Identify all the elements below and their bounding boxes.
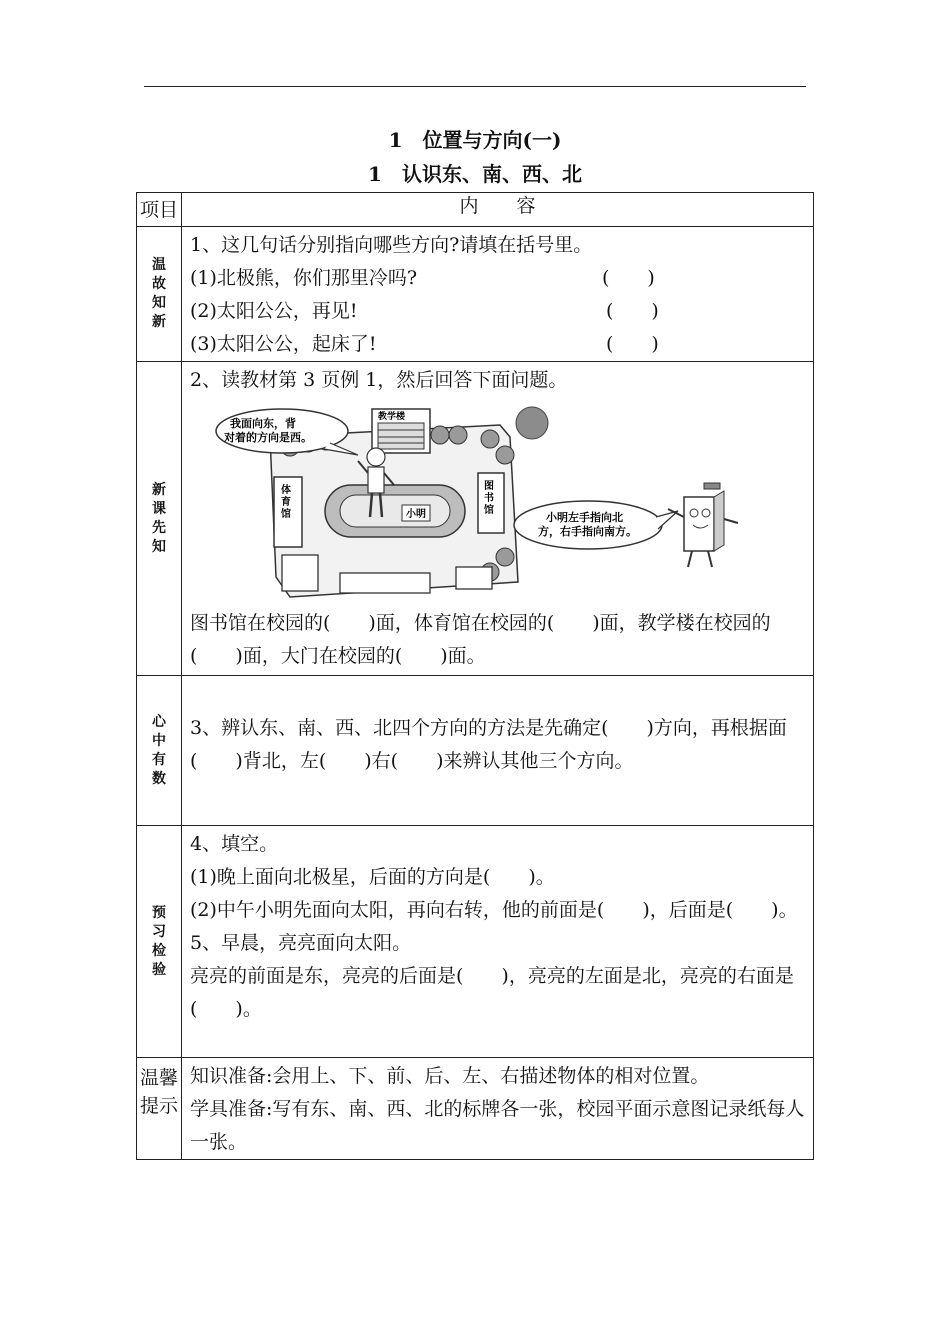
question-text: 2、读教材第 3 页例 1，然后回答下面问题。 xyxy=(190,369,568,391)
question-paragraph: 3、辨认东、南、西、北四个方向的方法是先确定( )方向，再根据面( )背北，左( )右( )来辨认其他三个方向。 xyxy=(190,717,787,772)
table-row xyxy=(137,362,814,676)
name-tag-label: 小明 xyxy=(406,509,426,520)
question-paragraph: 5、早晨，亮亮面向太阳。 xyxy=(190,932,412,954)
library-char: 书 xyxy=(484,493,494,504)
teaching-building-label: 教学楼 xyxy=(378,412,406,422)
row-label-cell xyxy=(137,826,182,1058)
campus-map-picture xyxy=(190,397,810,607)
row-label: 新课先知 xyxy=(152,481,166,555)
bubble-left-line: 我面向东，背 xyxy=(230,417,296,430)
question-line xyxy=(190,262,805,295)
unit-title: 1 位置与方向(一) xyxy=(388,128,562,152)
question-text: (3)太阳公公，起床了! xyxy=(190,333,377,355)
question-line xyxy=(190,328,805,361)
row-label: 温故知新 xyxy=(152,257,166,330)
library-label xyxy=(484,479,495,516)
row-content-cell xyxy=(182,1058,814,1160)
question-line xyxy=(190,364,805,397)
bubble-left-line: 对着的方向是西。 xyxy=(224,431,312,444)
question-text: (2)太阳公公，再见! xyxy=(190,300,358,322)
row-label: 心中有数 xyxy=(152,713,166,787)
question-paragraph: (1)晚上面向北极星，后面的方向是( )。 xyxy=(190,866,555,888)
question-text: 1、这几句话分别指向哪些方向?请填在括号里。 xyxy=(190,234,593,256)
book-character-figure xyxy=(668,483,738,567)
gym-char: 育 xyxy=(281,497,291,508)
table-row xyxy=(137,1058,814,1160)
table-row xyxy=(137,676,814,826)
question-paragraph: (2)中午小明先面向太阳，再向右转，他的前面是( )，后面是( )。 xyxy=(190,899,798,921)
gym-char: 体 xyxy=(281,485,291,496)
question-text: (1)北极熊，你们那里冷吗? xyxy=(190,267,418,289)
bubble-right-line: 小明左手指向北 xyxy=(546,511,623,524)
table-header-row xyxy=(137,193,814,227)
answer-blank[interactable]: ( ) xyxy=(602,267,655,289)
row-content-cell xyxy=(182,676,814,826)
campus-illustration xyxy=(190,397,805,607)
row-label: 预习检验 xyxy=(152,904,166,978)
question-line xyxy=(190,295,805,328)
question-paragraph: 图书馆在校园的( )面，体育馆在校园的( )面，教学楼在校园的( )面，大门在校园的( )面。 xyxy=(190,612,771,667)
answer-blank[interactable]: ( ) xyxy=(606,300,659,322)
answer-blank[interactable]: ( ) xyxy=(606,333,659,355)
row-label-cell xyxy=(137,227,182,362)
lesson-title: 1 认识东、南、西、北 xyxy=(368,162,582,186)
tip-paragraph: 学具准备:写有东、南、西、北的标牌各一张，校园平面示意图记录纸每人一张。 xyxy=(190,1098,805,1153)
row-content-cell xyxy=(182,362,814,676)
question-paragraph: 亮亮的前面是东，亮亮的后面是( )，亮亮的左面是北，亮亮的右面是( )。 xyxy=(190,965,794,1020)
row-label-cell xyxy=(137,676,182,826)
row-label-cell xyxy=(137,362,182,676)
tip-paragraph: 知识准备:会用上、下、前、后、左、右描述物体的相对位置。 xyxy=(190,1065,710,1087)
header-content-cell xyxy=(182,193,814,227)
row-label-cell xyxy=(137,1058,182,1160)
question-line xyxy=(190,229,805,262)
running-track-shape xyxy=(325,485,465,537)
bubble-right-line: 方，右手指向南方。 xyxy=(538,525,637,538)
sun-icon xyxy=(516,407,548,439)
gym-label xyxy=(281,483,292,520)
library-char: 馆 xyxy=(484,505,494,516)
library-char: 图 xyxy=(484,481,494,492)
question-paragraph: 4、填空。 xyxy=(190,833,279,855)
header-item-cell xyxy=(137,193,182,227)
row-content-cell xyxy=(182,826,814,1058)
table-row xyxy=(137,826,814,1058)
header-content: 内 容 xyxy=(459,195,536,217)
row-label: 温馨提示 xyxy=(139,1067,178,1117)
row-content-cell xyxy=(182,227,814,362)
gym-char: 馆 xyxy=(281,509,291,520)
worksheet-table xyxy=(136,192,814,1160)
table-row xyxy=(137,227,814,362)
header-item: 项目 xyxy=(139,198,178,221)
header-rule xyxy=(144,86,806,87)
